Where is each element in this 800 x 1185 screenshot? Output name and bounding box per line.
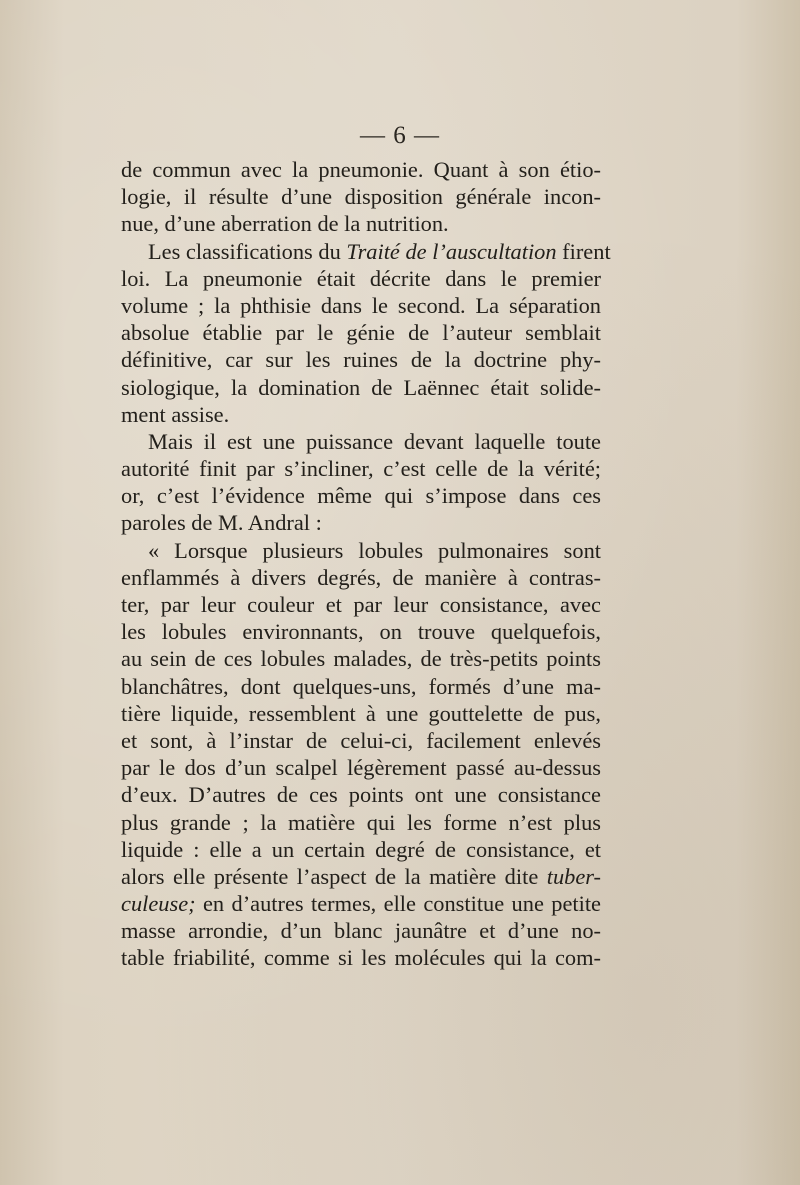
text-line: nue, d’une aberration de la nutrition.	[121, 211, 449, 237]
text-segment: Les classifications du	[148, 238, 347, 264]
text-line: de commun avec la pneumonie. Quant à son étio-	[121, 157, 601, 182]
text-line: au sein de ces lobules malades, de très-petits points	[121, 646, 601, 672]
text-line	[121, 890, 601, 917]
text-line: « Lorsque plusieurs lobules pulmonaires sont	[148, 537, 601, 563]
text-line: loi. La pneumonie était décrite dans le premier	[121, 265, 601, 291]
text-line	[121, 863, 601, 890]
text-segment: firent	[556, 238, 611, 264]
italic-term: culeuse;	[121, 891, 196, 917]
text-line: siologique, la domination de Laënnec était solide-	[121, 374, 601, 400]
book-title-italic: Traité de l’auscultation	[346, 238, 557, 264]
page-number: — 6 —	[360, 122, 440, 149]
text-line: table friabilité, comme si les molécules qui la com-	[121, 945, 601, 971]
text-line: blanchâtres, dont quelques-uns, formés d’une ma-	[121, 673, 601, 699]
text-line: tière liquide, ressemblent à une gouttelette de pus,	[121, 700, 601, 726]
text-line: définitive, car sur les ruines de la doctrine phy-	[121, 347, 601, 373]
text-line: d’eux. D’autres de ces points ont une consistance	[121, 782, 601, 808]
text-line: ter, par leur couleur et par leur consistance, avec	[121, 592, 601, 617]
text-line: et sont, à l’instar de celui-ci, facilement enlevés	[121, 727, 601, 753]
text-line: autorité finit par s’incliner, c’est celle de la vérité;	[121, 456, 601, 482]
text-line: liquide : elle a un certain degré de consistance, et	[121, 836, 601, 862]
text-line	[121, 238, 611, 265]
text-line: masse arrondie, d’un blanc jaunâtre et d’une no-	[121, 918, 601, 944]
text-line: les lobules environnants, on trouve quelquefois,	[121, 619, 601, 645]
text-line: logie, il résulte d’une disposition générale incon-	[121, 184, 601, 210]
text-line: volume ; la phthisie dans le second. La séparation	[121, 292, 601, 318]
text-line: or, c’est l’évidence même qui s’impose dans ces	[121, 483, 601, 509]
text-segment: alors elle présente l’aspect de la matière dite	[121, 863, 547, 889]
text-line: par le dos d’un scalpel légèrement passé au-dessus	[121, 755, 601, 781]
text-line: absolue établie par le génie de l’auteur semblait	[121, 320, 601, 346]
text-line: plus grande ; la matière qui les forme n’est plus	[121, 809, 601, 835]
text-line: enflammés à divers degrés, de manière à contras-	[121, 564, 601, 590]
text-line: ment assise.	[121, 401, 230, 427]
text-line: Mais il est une puissance devant laquelle toute	[148, 428, 601, 454]
body-text	[121, 156, 611, 972]
text-segment: en d’autres termes, elle constitue une petite	[195, 891, 601, 917]
text-line: paroles de M. Andral :	[121, 510, 322, 536]
italic-term: tuber-	[546, 863, 601, 889]
